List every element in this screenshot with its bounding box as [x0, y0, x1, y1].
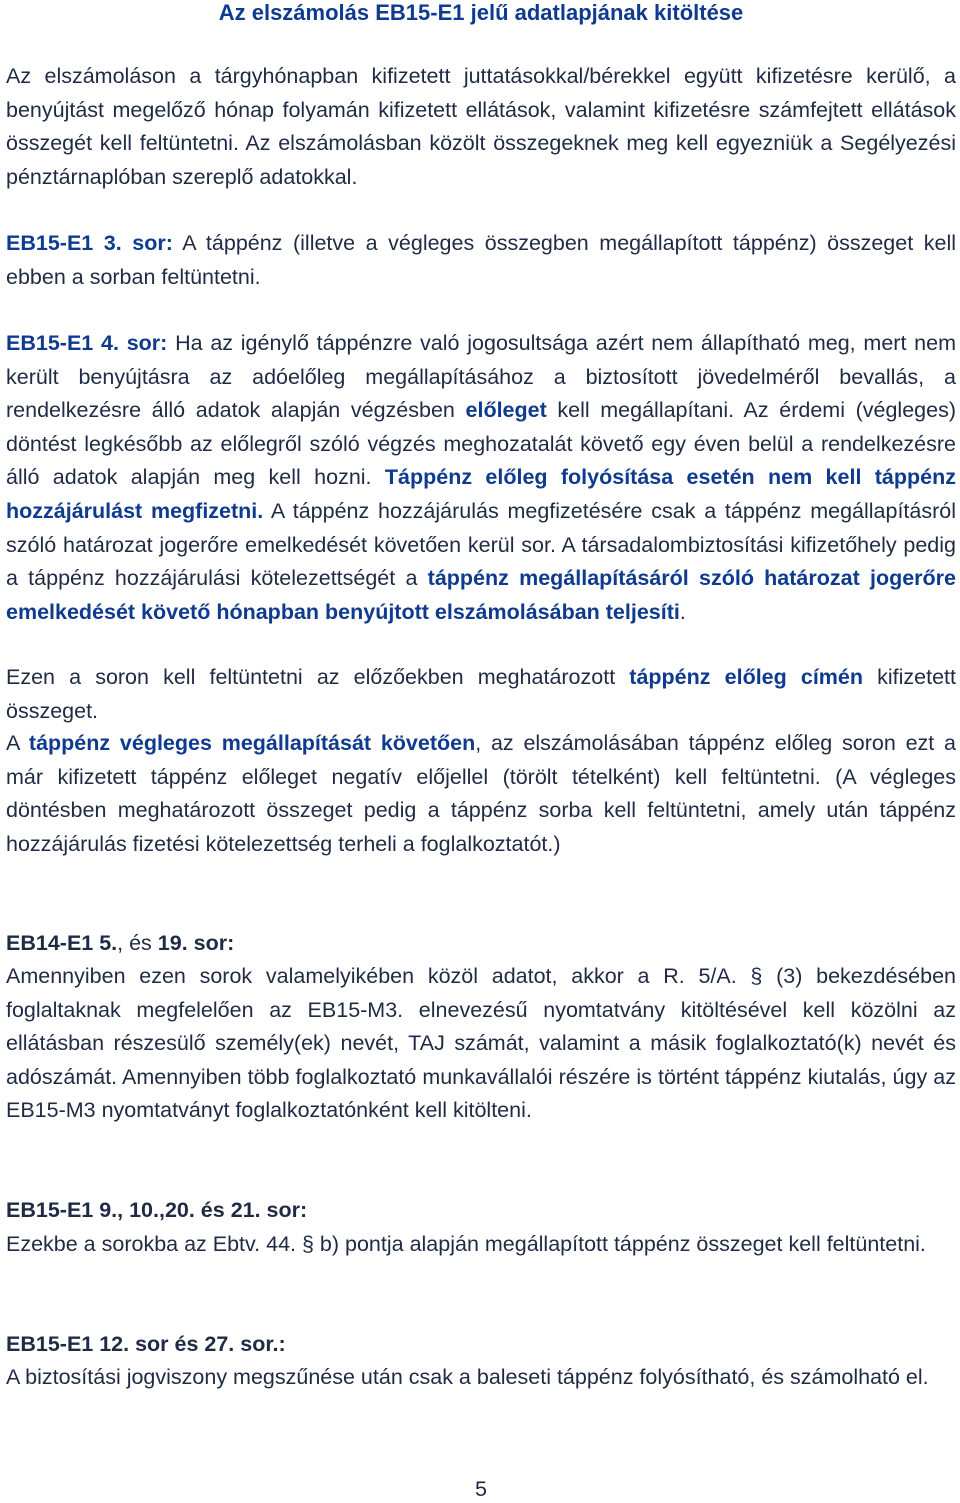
row-4-paragraph-2 — [6, 661, 956, 728]
row-5-heading-b: , és — [117, 931, 158, 955]
row-4-p3-bold: táppénz végleges megállapítását követően — [28, 731, 476, 755]
row-4-bold-1: előleget — [465, 398, 547, 423]
row-12-heading: EB15-E1 12. sor és 27. sor.: — [6, 1332, 286, 1356]
row-3-paragraph — [6, 227, 956, 294]
row-4-paragraph-3 — [6, 727, 956, 861]
row-4-paragraph — [6, 327, 956, 629]
row-4-text-1: Ha az igénylő táppénzre való jogosultsága azért nem állapítható meg, mert nem került benyújtásra az adóelőleg megállapításához a biztosított jövedelméről bevallás, a rendelkezésre álló adatok alapján végzésben — [6, 331, 957, 423]
row-3-text: A táppénz (illetve a végleges összegben megállapított táppénz) összeget kell ebben a sorban feltüntetni. — [6, 231, 957, 289]
row-4-p2-bold: táppénz előleg címén — [629, 665, 864, 689]
row-4-p2-text-2: kifizetett összeget. — [6, 665, 957, 723]
row-4-p3-text-2: , az elszámolásában táppénz előleg soron ezt a már kifizetett táppénz előleget negatív előjellel (törölt tételként) kell feltüntetni. (A végleges döntésben meghatározott összeget pedig a táppénz sorba kell feltüntetni, amely után táppénz hozzájárulás fizetési kötelezettség terheli a foglalkoztatót.) — [6, 731, 956, 856]
row-4-p2-text-1: Ezen a soron kell feltüntetni az előzőekben meghatározott — [6, 665, 630, 689]
row-4-p3-text-1: A — [6, 731, 29, 755]
row-4-bold-2: Táppénz előleg folyósítása esetén nem kell táppénz hozzájárulást megfizetni. — [6, 465, 956, 523]
row-4-heading: EB15-E1 4. sor: — [6, 331, 168, 355]
page-title: Az elszámolás EB15-E1 jelű adatlapjának kitöltése — [218, 0, 744, 25]
row-4-bold-3: táppénz megállapításáról szóló határozat jogerőre emelkedését követő hónapban benyújtott elszámolásában teljesíti — [6, 566, 956, 624]
intro-paragraph: Az elszámoláson a tárgyhónapban kifizetett juttatásokkal/bérekkel együtt kifizetésre kerülő, a benyújtást megelőző hónap folyamán kifizetett ellátások, valamint kifizetésre számfejtett ellátások összegét kell feltüntetni. Az elszámolásban közölt összegeknek meg kell egyezniük a Segélyezési pénztárnaplóban szereplő adatokkal. — [6, 64, 956, 189]
row-5-heading-a: EB14-E1 5. — [6, 931, 118, 955]
row-9-paragraph: Ezekbe a sorokba az Ebtv. 44. § b) pontja alapján megállapított táppénz összeget kell feltüntetni. — [6, 1232, 926, 1256]
row-4-text-2: kell megállapítani. Az érdemi (végleges) döntést legkésőbb az előlegről szóló végzés meghozatalát követő egy éven belül a rendelkezésre álló adatok alapján meg kell hozni. — [6, 398, 956, 490]
row-5-paragraph: Amennyiben ezen sorok valamelyikében közöl adatot, akkor a R. 5/A. § (3) bekezdésében foglaltaknak megfelelően az EB15-M3. elnevezésű nyomtatvány kitöltésével kell közölni az ellátásban részesülő személy(ek) nevét, TAJ számát, valamint a másik foglalkoztató(k) nevét és adószámát. Amennyiben több foglalkoztató munkavállalói részére is történt táppénz kiutalás, úgy az EB15-M3 nyomtatványt foglalkoztatónként kell kitölteni. — [6, 964, 956, 1123]
row-4-text-4: . — [679, 599, 686, 624]
row-5-heading-c: 19. sor: — [157, 931, 235, 955]
row-3-heading: EB15-E1 3. sor: — [6, 231, 173, 255]
row-9-heading: EB15-E1 9., 10.,20. és 21. sor: — [6, 1198, 308, 1222]
row-12-paragraph: A biztosítási jogviszony megszűnése után csak a baleseti táppénz folyósítható, és számolható el. — [6, 1365, 929, 1389]
row-4-text-3: A táppénz hozzájárulás megfizetésére csak a táppénz megállapításról szóló határozat jogerőre emelkedését követően kerül sor. A társadalombiztosítási kifizetőhely pedig a táppénz hozzájárulási kötelezettségét a — [6, 498, 956, 591]
page-number: 5 — [475, 1477, 487, 1501]
row-5-heading-line — [6, 927, 956, 961]
